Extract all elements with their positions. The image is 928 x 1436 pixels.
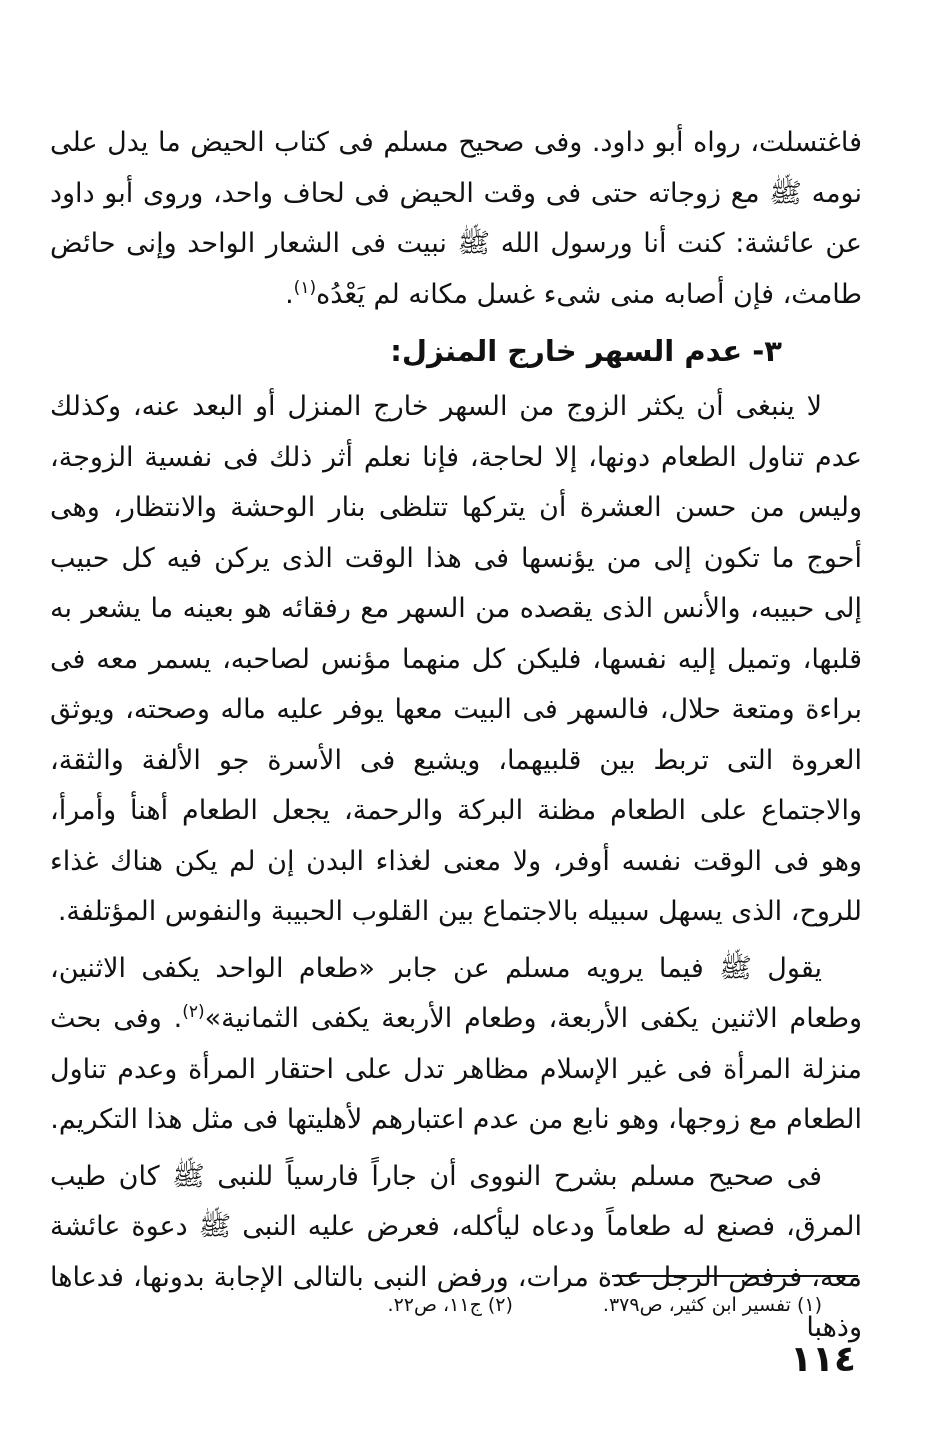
section-heading: ٣- عدم السهر خارج المنزل: <box>390 334 782 368</box>
page-number: ١١٤ <box>790 1339 856 1380</box>
page-body <box>50 118 862 1354</box>
paragraph-end-punct: . <box>285 278 294 310</box>
paragraph-late-night: لا ينبغى أن يكثر الزوج من السهر خارج المنزل أو البعد عنه، وكذلك عدم تناول الطعام دونها، إلا لحاجة، فإنا نعلم أثر ذلك فى نفسية الزوجة، وليس من حسن العشرة أن يتركها تتلظى بنار الوحشة والانتظار، وهى أحوج ما تكون إلى من يؤنسها فى هذا الوقت الذى يركن فيه كل حبيب إلى حبيبه، والأنس الذى يقصده من السهر مع رفقائه هو بعينه ما يشعر به قلبها، وتميل إليه نفسها، فليكن كل منهما مؤنس لصاحبه، يسمر معه فى براءة ومتعة حلال، فالسهر فى البيت معها يوفر عليه ماله وصحته، ويوثق العروة التى تربط بين قلبيهما، ويشيع فى الأسرة جو الألفة والثقة، والاجتماع على الطعام مظنة البركة والرحمة، يجعل الطعام أهنأ وأمرأ، وهو فى الوقت نفسه أوفر، ولا معنى لغذاء البدن إن لم يكن هناك غذاء للروح، الذى يسهل سبيله بالاجتماع بين القلوب الحبيبة والنفوس المؤتلفة. <box>50 391 862 927</box>
footnote-2: (٢) ج١١، ص٢٢. <box>387 1294 513 1316</box>
footnote-divider <box>612 1275 858 1277</box>
paragraph-text-end: . وفى بحث منزلة المرأة فى غير الإسلام مظاهر تدل على احتقار المرأة وعدم تناول الطعام مع زوجها، وهو نابع من عدم اعتبارهم لأهليتها فى مثل هذا التكريم. <box>50 1003 862 1135</box>
paragraph-text: فاغتسلت، رواه أبو داود. وفى صحيح مسلم فى كتاب الحيض ما يدل على نومه ﷺ مع زوجاته حتى فى وقت الحيض فى لحاف واحد، وروى أبو داود عن عائشة: كنت أنا ورسول الله ﷺ نبيت فى الشعار الواحد وإنى حائض طامث، فإن أصابه منى شىء غسل مكانه لم يَعْدُه <box>50 127 862 310</box>
footnotes <box>388 1290 822 1320</box>
footnote-1: (١) تفسير ابن كثير، ص٣٧٩. <box>602 1294 822 1316</box>
paragraph-persian-neighbor: فى صحيح مسلم بشرح النووى أن جاراً فارسياً للنبى ﷺ كان طيب المرق، فصنع له طعاماً ودعاه ليأكله، فعرض عليه النبى ﷺ دعوة عائشة معه، فرفض الرجل عدة مرات، ورفض النبى بالتالى الإجابة بدونها، فدعاها وذهبا <box>50 1160 862 1343</box>
footnote-marker-2[interactable]: (٢) <box>182 1002 205 1022</box>
paragraph-food-sharing <box>50 944 862 1146</box>
paragraph-hadith-aisha <box>50 118 862 320</box>
paragraph-text-start: يقول ﷺ فيما يرويه مسلم عن جابر «طعام الواحد يكفى الاثنين، وطعام الاثنين يكفى الأربعة، وطعام الأربعة يكفى الثمانية» <box>50 952 863 1034</box>
footnote-marker-1[interactable]: (١) <box>293 277 317 298</box>
